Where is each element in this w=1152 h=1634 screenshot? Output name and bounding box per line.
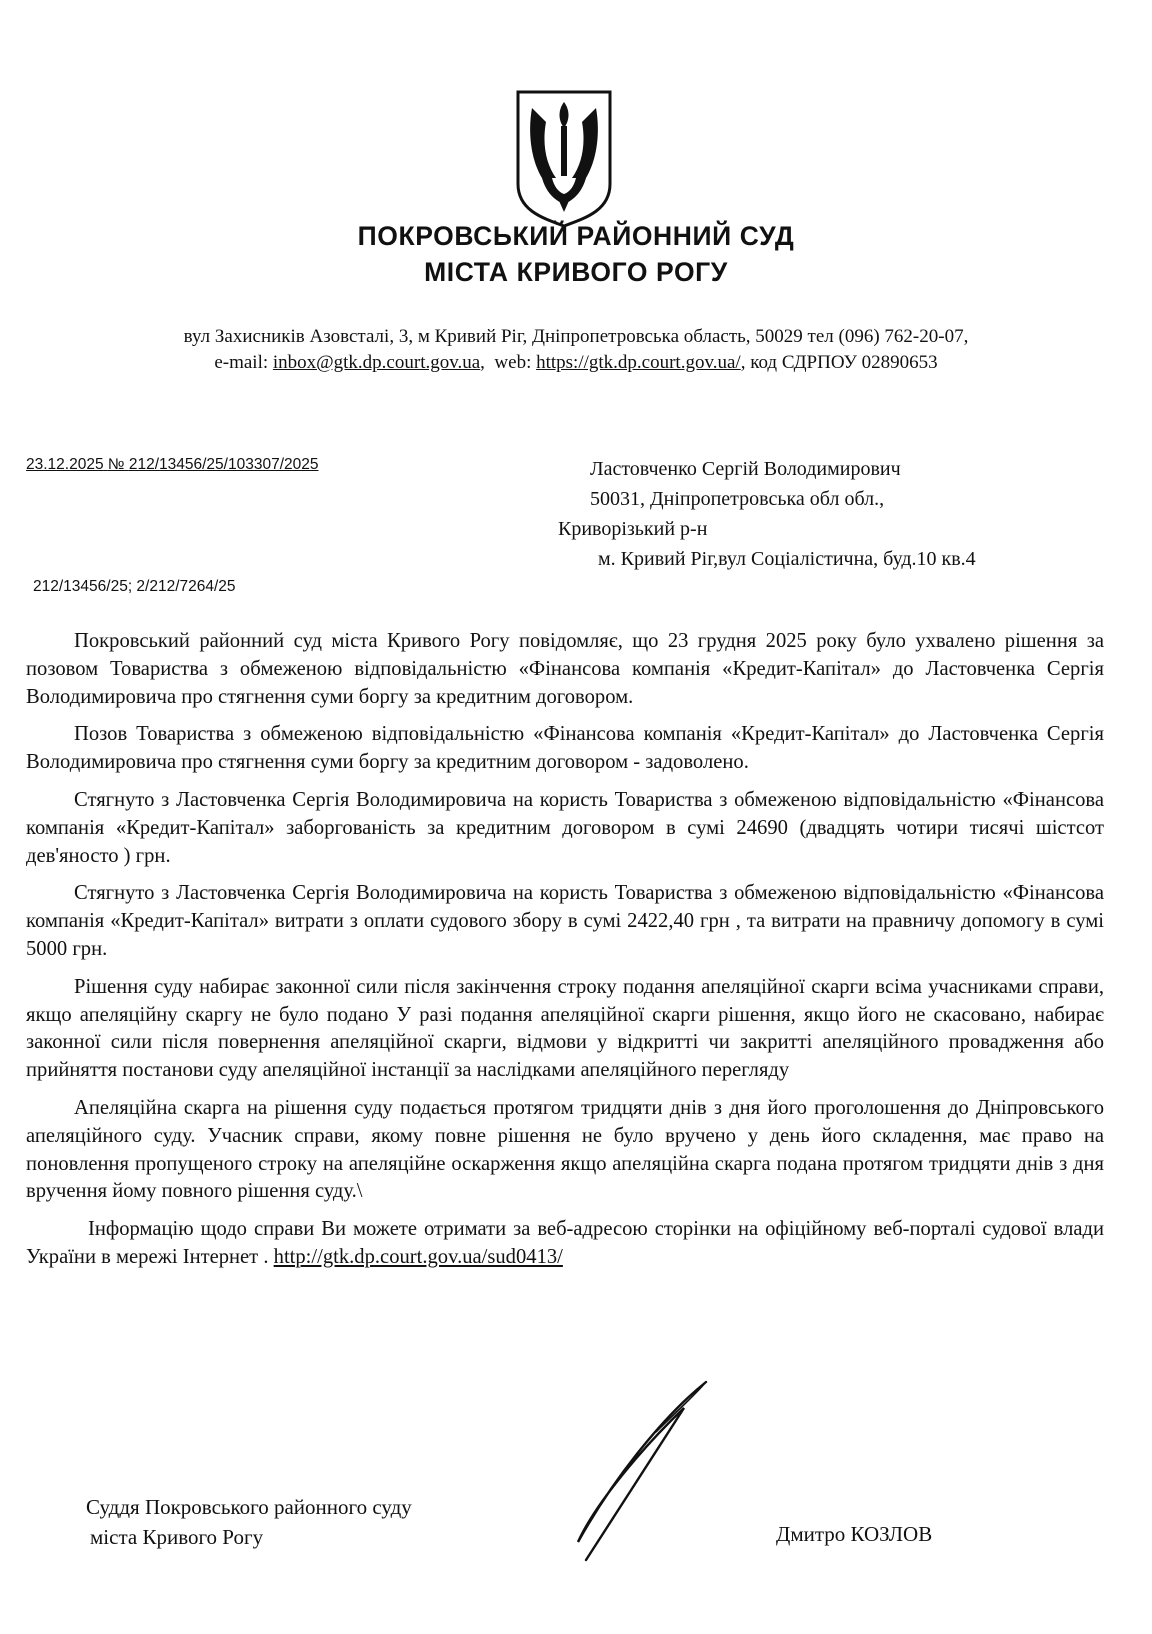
paragraph-claim-satisfied: Позов Товариства з обмеженою відповідальністю «Фінансова компанія «Кредит-Капітал» до Ластовченка Сергія Володимировича про стягнення суми боргу за кредитним договором - задоволено. [26, 723, 1104, 774]
case-info-link[interactable]: http://gtk.dp.court.gov.ua/sud0413/ [273, 1245, 563, 1268]
case-numbers: 212/13456/25; 2/212/7264/25 [33, 578, 236, 595]
website-link[interactable]: https://gtk.dp.court.gov.ua/ [536, 352, 741, 373]
paragraph-info [26, 1216, 1104, 1272]
registration-number-label: № [107, 456, 125, 473]
paragraph-legal-force: Рішення суду набирає законної сили після закінчення строку подання апеляційної скарги всіма учасниками справи, якщо апеляційну скаргу не було подано У разі подання апеляційної скарги рішення, якщо його не скасовано, набирає законної сили після повернення апеляційної скарги, відмови у відкритті чи закритті апеляційного провадження або прийняття постанови суду апеляційної інстанції за наслідками апеляційного перегляду [26, 975, 1104, 1082]
court-contacts: e-mail: inbox@gtk.dp.court.gov.ua, web: https://gtk.dp.court.gov.ua/, код СДРПОУ 02890653 [214, 352, 938, 373]
recipient-street: м. Кривий Ріг,вул Соціалістична, буд.10 кв.4 [598, 548, 976, 570]
recipient-district: Криворізький р-н [558, 518, 708, 540]
coat-of-arms-trident-icon [512, 86, 616, 230]
email-label: e-mail: [214, 352, 269, 373]
recipient-name: Ластовченко Сергій Володимирович [590, 458, 901, 480]
edrpou-code: , код СДРПОУ 02890653 [740, 352, 938, 373]
registration-number: 212/13456/25/103307/2025 [128, 456, 319, 473]
court-name-line1: ПОКРОВСЬКИЙ РАЙОННИЙ СУД [357, 221, 795, 251]
judge-title-line2: міста Кривого Рогу [90, 1525, 264, 1549]
court-address: вул Захисників Азовсталі, 3, м Кривий Ріг, Дніпропетровська область, 50029 тел (096) 762-20-07, [183, 326, 969, 347]
court-name-line2: МІСТА КРИВОГО РОГУ [424, 257, 728, 287]
web-label: web: [494, 352, 532, 373]
paragraph-decision-notice: Покровський районний суд міста Кривого Рогу повідомляє, що 23 грудня 2025 року було ухвалено рішення за позовом Товариства з обмеженою відповідальністю «Фінансова компанія «Кредит-Капітал» до Ластовченка Сергія Володимировича про стягнення суми боргу за кредитним договором. [26, 630, 1104, 708]
judge-title [86, 1492, 412, 1552]
email-link[interactable]: inbox@gtk.dp.court.gov.ua [272, 352, 481, 373]
registration-line [26, 456, 318, 474]
judge-title-line1: Суддя Покровського районного суду [86, 1495, 412, 1519]
letter-body [26, 628, 1104, 1282]
paragraph-debt-recovered: Стягнуто з Ластовченка Сергія Володимировича на користь Товариства з обмеженою відповідальністю «Фінансова компанія «Кредит-Капітал» заборгованість за кредитним договором в сумі 24690 (двадцять чотири тисячі шістсот дев'яносто ) грн. [26, 788, 1104, 867]
paragraph-appeal: Апеляційна скарга на рішення суду подається протягом тридцяти днів з дня його проголошення до Дніпровського апеляційного суду. Учасник справи, якому повне рішення не було вручено у день його складення, має право на поновлення пропущеного строку на апеляційне оскарження якщо апеляційна скарга подана протягом тридцяти днів з дня вручення йому повного рішення суду.\ [26, 1096, 1104, 1203]
registration-date: 23.12.2025 [26, 456, 104, 473]
info-text: Інформацію щодо справи Ви можете отримати за веб-адресою сторінки на офіційному веб-порталі судової влади України в мережі Інтернет . [26, 1218, 1104, 1268]
paragraph-costs-recovered: Стягнуто з Ластовченка Сергія Володимировича на користь Товариства з обмеженою відповідальністю «Фінансова компанія «Кредит-Капітал» витрати з оплати судового збору в сумі 2422,40 грн , та витрати на правничу допомогу в сумі 5000 грн. [26, 882, 1104, 960]
recipient-postal: 50031, Дніпропетровська обл обл., [590, 488, 885, 510]
judge-name: Дмитро КОЗЛОВ [776, 1522, 933, 1546]
